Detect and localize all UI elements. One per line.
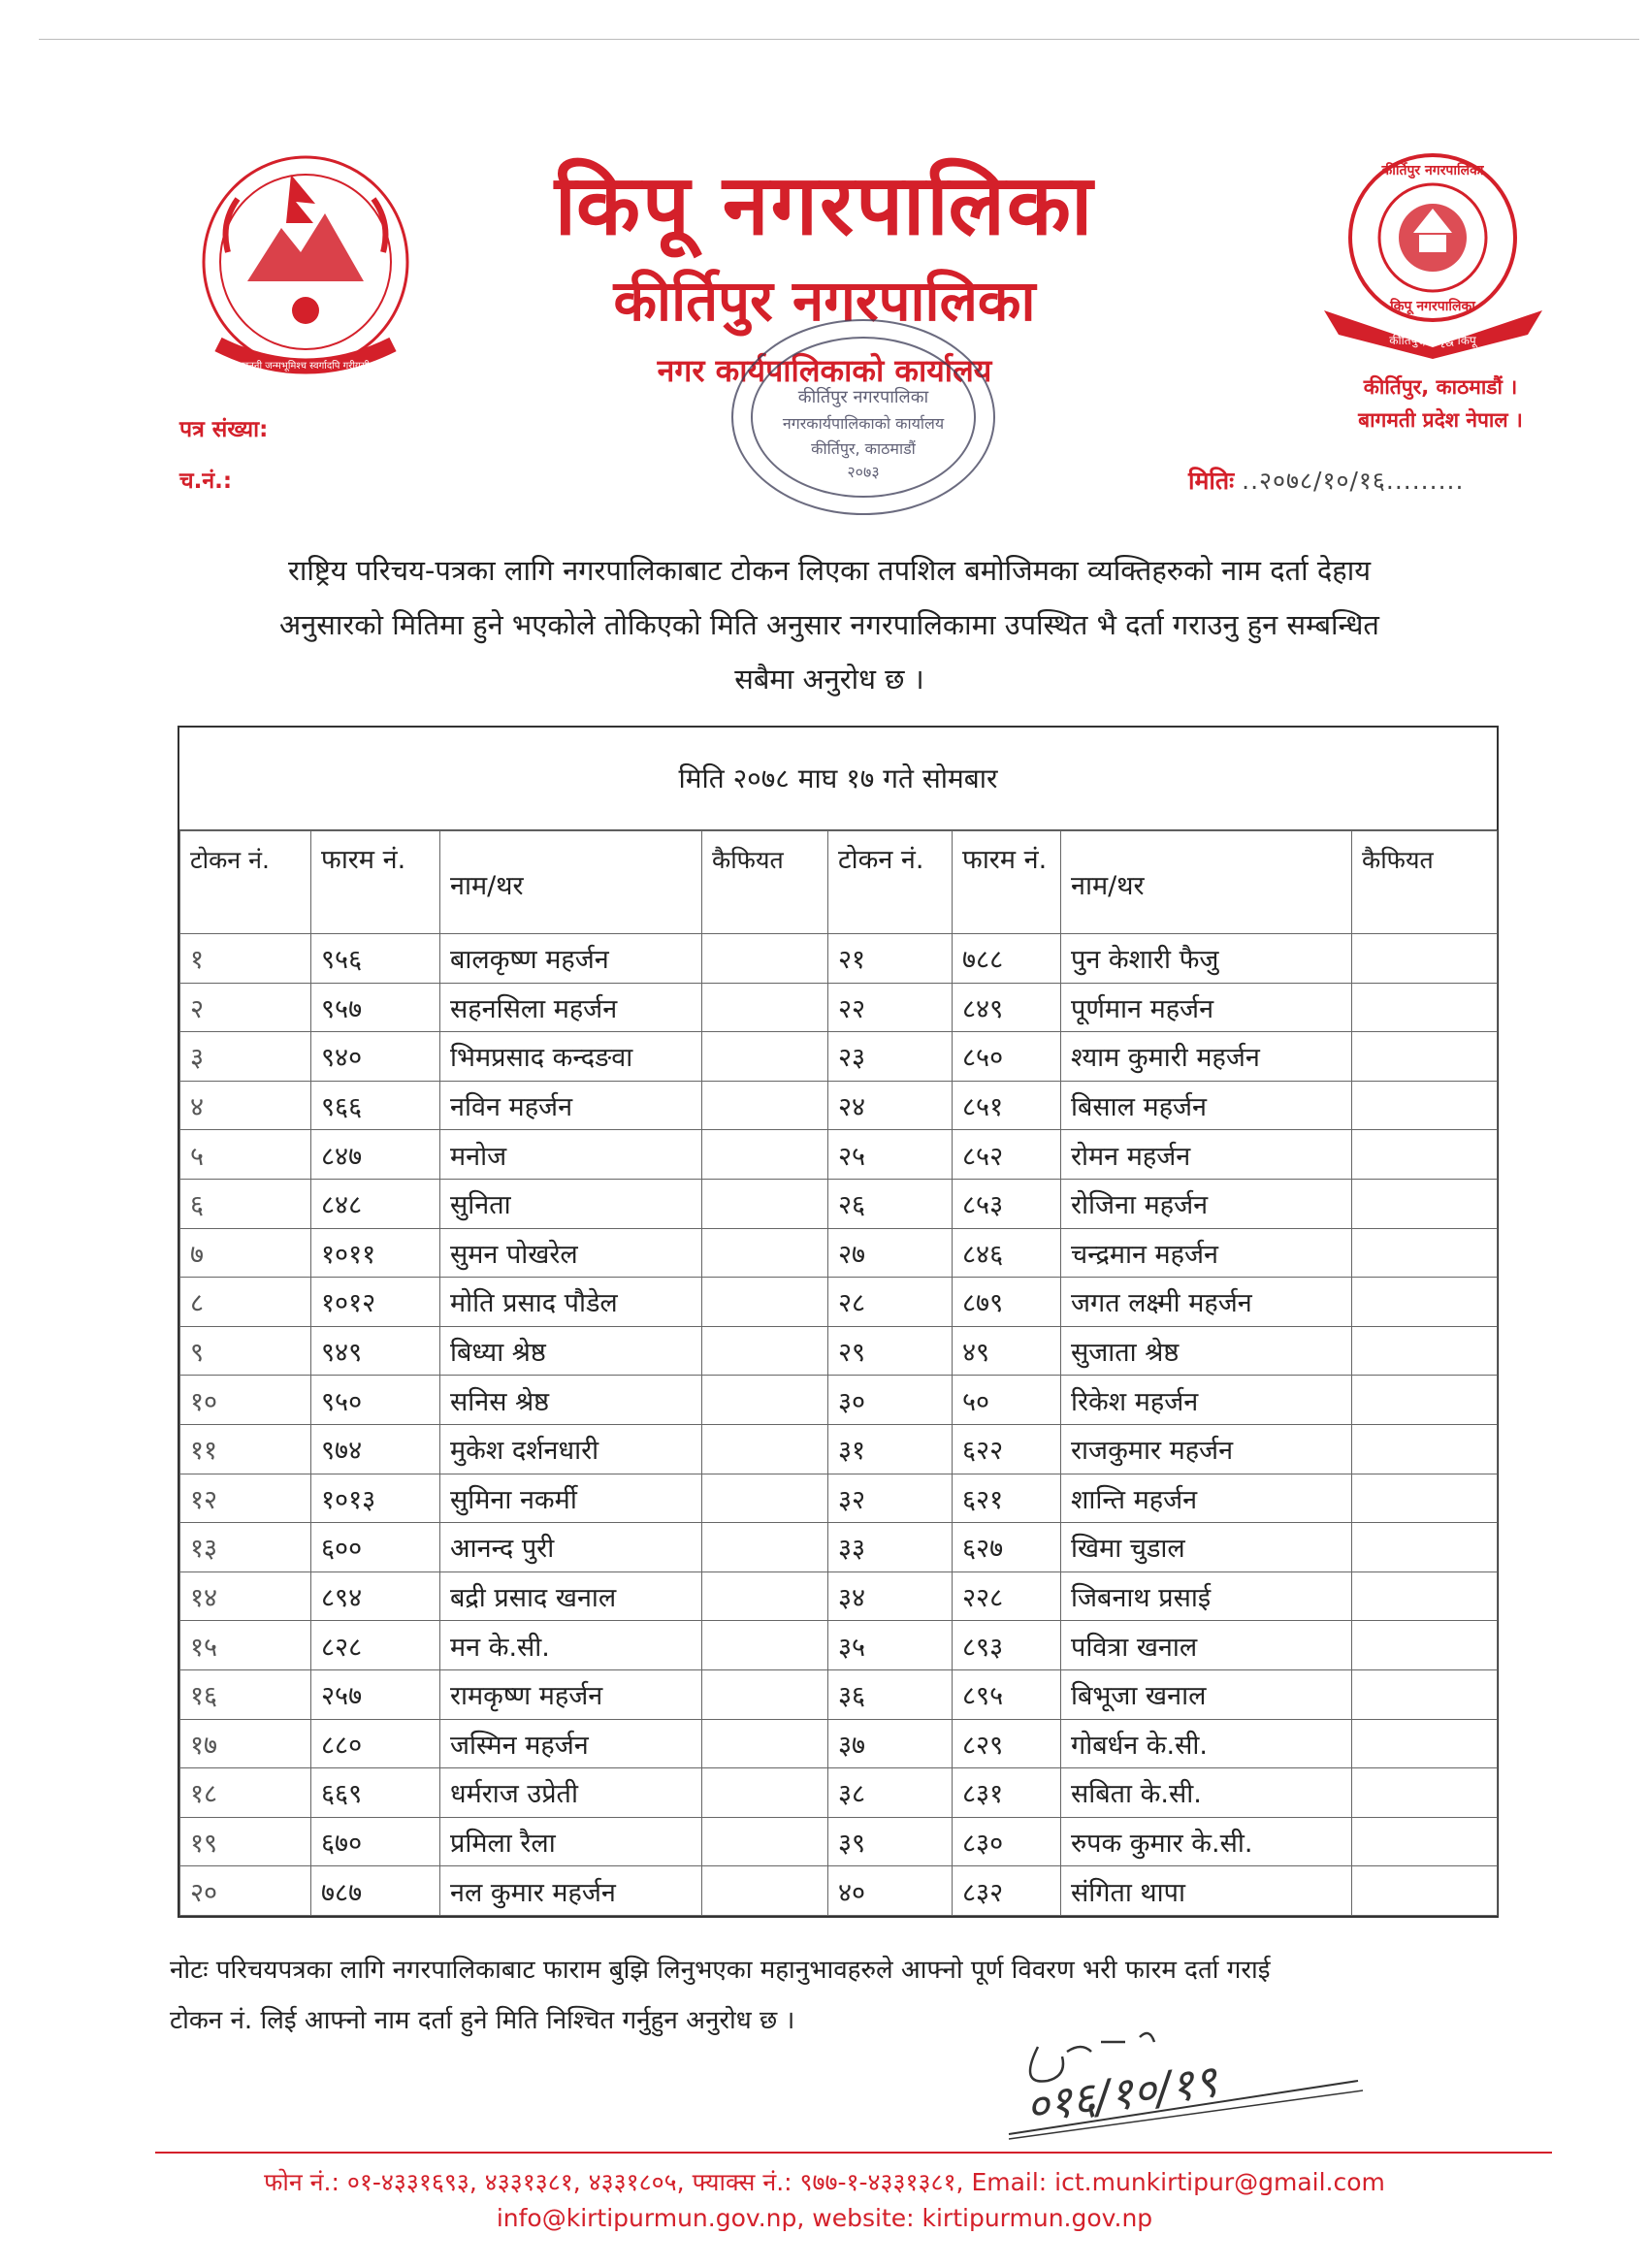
form-cell: ९६६ bbox=[311, 1081, 440, 1130]
token-list bbox=[179, 830, 1498, 1916]
form-cell: १०११ bbox=[311, 1228, 440, 1278]
token-cell: ३ bbox=[180, 1032, 311, 1082]
remarks-cell bbox=[1352, 1571, 1498, 1621]
remarks-cell bbox=[702, 1621, 828, 1670]
remarks-cell bbox=[1352, 1228, 1498, 1278]
remarks-cell bbox=[1352, 1130, 1498, 1180]
table-row bbox=[180, 1326, 1498, 1376]
municipality-name: कीर्तिपुर नगरपालिका bbox=[613, 268, 1036, 334]
token-cell: २२ bbox=[828, 983, 953, 1032]
token-cell: ३४ bbox=[828, 1571, 953, 1621]
remarks-cell bbox=[1352, 1817, 1498, 1866]
token-cell: १ bbox=[180, 934, 311, 984]
form-cell: ६२२ bbox=[953, 1424, 1061, 1474]
name-cell: चन्द्रमान महर्जन bbox=[1061, 1228, 1352, 1278]
remarks-cell bbox=[1352, 1081, 1498, 1130]
table-header-row bbox=[180, 831, 1498, 934]
token-cell: ३९ bbox=[828, 1817, 953, 1866]
form-cell: ७८७ bbox=[311, 1866, 440, 1916]
form-cell: ८५३ bbox=[953, 1179, 1061, 1228]
token-cell: २० bbox=[180, 1866, 311, 1916]
token-cell: १७ bbox=[180, 1719, 311, 1768]
form-cell: ९७४ bbox=[311, 1424, 440, 1474]
remarks-cell bbox=[702, 1326, 828, 1376]
name-cell: पवित्रा खनाल bbox=[1061, 1621, 1352, 1670]
emblem-motto: जननी जन्मभूमिश्च स्वर्गादपि गरीयसी bbox=[241, 361, 371, 372]
office-name: नगर कार्यपालिकाको कार्यालय bbox=[657, 352, 992, 389]
name-cell: पुन केशारी फैजु bbox=[1061, 934, 1352, 984]
token-cell: २८ bbox=[828, 1278, 953, 1327]
remarks-cell bbox=[1352, 1866, 1498, 1916]
table-row bbox=[180, 1719, 1498, 1768]
address-line-2: बागमती प्रदेश नेपाल । bbox=[1358, 408, 1523, 432]
remarks-cell bbox=[702, 1817, 828, 1866]
handwritten-signature bbox=[970, 2018, 1377, 2144]
table-row bbox=[180, 1081, 1498, 1130]
remarks-cell bbox=[1352, 1278, 1498, 1327]
remarks-cell bbox=[702, 1130, 828, 1180]
table-row bbox=[180, 1571, 1498, 1621]
token-cell: ३० bbox=[828, 1376, 953, 1425]
form-cell: ९४० bbox=[311, 1032, 440, 1082]
signature-date: ०१६/१०/१९ bbox=[1022, 2054, 1221, 2133]
remarks-cell bbox=[702, 1081, 828, 1130]
token-cell: ३८ bbox=[828, 1768, 953, 1818]
name-cell: सहनसिला महर्जन bbox=[440, 983, 702, 1032]
remarks-cell bbox=[702, 934, 828, 984]
name-cell: मोति प्रसाद पौडेल bbox=[440, 1278, 702, 1327]
form-cell: ८४८ bbox=[311, 1179, 440, 1228]
token-cell: ४० bbox=[828, 1866, 953, 1916]
name-cell: गोबर्धन के.सी. bbox=[1061, 1719, 1352, 1768]
stamp-year: २०७३ bbox=[847, 463, 880, 481]
name-cell: रुपक कुमार के.सी. bbox=[1061, 1817, 1352, 1866]
token-cell: ६ bbox=[180, 1179, 311, 1228]
form-cell: ९५६ bbox=[311, 934, 440, 984]
form-cell: ८४६ bbox=[953, 1228, 1061, 1278]
form-cell: ८९३ bbox=[953, 1621, 1061, 1670]
name-cell: रोमन महर्जन bbox=[1061, 1130, 1352, 1180]
token-cell: ३५ bbox=[828, 1621, 953, 1670]
remarks-cell bbox=[1352, 983, 1498, 1032]
table-row bbox=[180, 1768, 1498, 1818]
token-cell: २७ bbox=[828, 1228, 953, 1278]
remarks-cell bbox=[702, 1669, 828, 1719]
footer-contact: फोन नं.: ०१-४३३१६९३, ४३३१३८१, ४३३१८०५, फ्याक्स नं.: ९७७-१-४३३१३८१, Email: ict.munkirtipur@gmail.com bbox=[264, 2168, 1385, 2196]
form-cell: ६७० bbox=[311, 1817, 440, 1866]
token-cell: १६ bbox=[180, 1669, 311, 1719]
table-row bbox=[180, 934, 1498, 984]
name-cell: प्रमिला रैला bbox=[440, 1817, 702, 1866]
name-cell: मुकेश दर्शनधारी bbox=[440, 1424, 702, 1474]
form-cell: ८७९ bbox=[953, 1278, 1061, 1327]
logo-bottom-text: किपू नगरपालिका bbox=[1390, 299, 1475, 314]
name-cell: भिमप्रसाद कन्दङवा bbox=[440, 1032, 702, 1082]
table-title: मिति २०७८ माघ १७ गते सोमबार bbox=[179, 728, 1497, 830]
form-cell: ८९५ bbox=[953, 1669, 1061, 1719]
remarks-cell bbox=[702, 1474, 828, 1523]
name-cell: सबिता के.सी. bbox=[1061, 1768, 1352, 1818]
remarks-cell bbox=[1352, 1474, 1498, 1523]
name-cell: जस्मिन महर्जन bbox=[440, 1719, 702, 1768]
name-cell: सुनिता bbox=[440, 1179, 702, 1228]
table-row bbox=[180, 1817, 1498, 1866]
table-row bbox=[180, 1523, 1498, 1572]
footer-rule bbox=[155, 2152, 1552, 2154]
remarks-cell bbox=[1352, 934, 1498, 984]
name-cell: बद्री प्रसाद खनाल bbox=[440, 1571, 702, 1621]
name-cell: सुजाता श्रेष्ठ bbox=[1061, 1326, 1352, 1376]
table-row bbox=[180, 1866, 1498, 1916]
form-cell: २५७ bbox=[311, 1669, 440, 1719]
form-cell: ८४७ bbox=[311, 1130, 440, 1180]
name-cell: जगत लक्ष्मी महर्जन bbox=[1061, 1278, 1352, 1327]
remarks-cell bbox=[1352, 1669, 1498, 1719]
name-cell: बिध्या श्रेष्ठ bbox=[440, 1326, 702, 1376]
header-token: टोकन नं. bbox=[828, 831, 953, 934]
intro-line-3: सबैमा अनुरोध छ । bbox=[734, 663, 924, 696]
token-cell: २५ bbox=[828, 1130, 953, 1180]
remarks-cell bbox=[1352, 1326, 1498, 1376]
token-cell: १२ bbox=[180, 1474, 311, 1523]
note-line-1: नोटः परिचयपत्रका लागि नगरपालिकाबाट फाराम बुझि लिनुभएका महानुभावहरुले आफ्नो पूर्ण विवरण भरी फारम दर्ता गराई bbox=[170, 1956, 1271, 1985]
token-table bbox=[178, 726, 1499, 1918]
form-cell: ८३० bbox=[953, 1817, 1061, 1866]
remarks-cell bbox=[702, 1228, 828, 1278]
table-row bbox=[180, 1130, 1498, 1180]
table-row bbox=[180, 1424, 1498, 1474]
token-cell: ५ bbox=[180, 1130, 311, 1180]
header-form: फारम नं. bbox=[311, 831, 440, 934]
form-cell: ८२९ bbox=[953, 1719, 1061, 1768]
token-cell: ४ bbox=[180, 1081, 311, 1130]
token-cell: १० bbox=[180, 1376, 311, 1425]
token-cell: २४ bbox=[828, 1081, 953, 1130]
remarks-cell bbox=[1352, 1768, 1498, 1818]
form-cell: १०१३ bbox=[311, 1474, 440, 1523]
name-cell: राजकुमार महर्जन bbox=[1061, 1424, 1352, 1474]
name-cell: रिकेश महर्जन bbox=[1061, 1376, 1352, 1425]
form-cell: ८४९ bbox=[953, 983, 1061, 1032]
remarks-cell bbox=[702, 1424, 828, 1474]
name-cell: सनिस श्रेष्ठ bbox=[440, 1376, 702, 1425]
form-cell: ५० bbox=[953, 1376, 1061, 1425]
date-label: मितिः bbox=[1188, 467, 1235, 495]
stamp-line-2: नगरकार्यपालिकाको कार्यालय bbox=[782, 414, 945, 433]
remarks-cell bbox=[702, 1719, 828, 1768]
table-row bbox=[180, 1669, 1498, 1719]
form-cell: ६२७ bbox=[953, 1523, 1061, 1572]
remarks-cell bbox=[702, 983, 828, 1032]
name-cell: बिसाल महर्जन bbox=[1061, 1081, 1352, 1130]
name-cell: आनन्द पुरी bbox=[440, 1523, 702, 1572]
token-cell: ३२ bbox=[828, 1474, 953, 1523]
token-cell: १८ bbox=[180, 1768, 311, 1818]
newari-title: किपू नगरपालिका bbox=[554, 156, 1095, 254]
form-cell: १०१२ bbox=[311, 1278, 440, 1327]
form-cell: ८३२ bbox=[953, 1866, 1061, 1916]
remarks-cell bbox=[1352, 1621, 1498, 1670]
form-cell: ८५० bbox=[953, 1032, 1061, 1082]
header-form: फारम नं. bbox=[953, 831, 1061, 934]
token-cell: १५ bbox=[180, 1621, 311, 1670]
name-cell: श्याम कुमारी महर्जन bbox=[1061, 1032, 1352, 1082]
token-cell: २६ bbox=[828, 1179, 953, 1228]
intro-paragraph bbox=[155, 543, 1504, 706]
remarks-cell bbox=[1352, 1523, 1498, 1572]
header-remarks: कैफियत bbox=[1352, 831, 1498, 934]
office-stamp bbox=[723, 310, 1004, 534]
remarks-cell bbox=[702, 1376, 828, 1425]
remarks-cell bbox=[702, 1866, 828, 1916]
header-token: टोकन नं. bbox=[180, 831, 311, 934]
intro-line-1: राष्ट्रिय परिचय-पत्रका लागि नगरपालिकाबाट टोकन लिएका तपशिल बमोजिमका व्यक्तिहरुको नाम दर्ता देहाय bbox=[287, 554, 1372, 587]
remarks-cell bbox=[702, 1032, 828, 1082]
token-cell: २१ bbox=[828, 934, 953, 984]
table-row bbox=[180, 1376, 1498, 1425]
address-line-1: कीर्तिपुर, काठमाडौं । bbox=[1363, 375, 1518, 399]
name-cell: जिबनाथ प्रसाई bbox=[1061, 1571, 1352, 1621]
name-cell: बिभूजा खनाल bbox=[1061, 1669, 1352, 1719]
form-cell: ८५१ bbox=[953, 1081, 1061, 1130]
name-cell: धर्मराज उप्रेती bbox=[440, 1768, 702, 1818]
form-cell: ८२८ bbox=[311, 1621, 440, 1670]
header-name: नाम/थर bbox=[440, 831, 702, 934]
token-cell: १९ bbox=[180, 1817, 311, 1866]
name-cell: सुमन पोखरेल bbox=[440, 1228, 702, 1278]
remarks-cell bbox=[702, 1179, 828, 1228]
token-cell: ७ bbox=[180, 1228, 311, 1278]
token-cell: २ bbox=[180, 983, 311, 1032]
form-cell: ६०० bbox=[311, 1523, 440, 1572]
form-cell: ९५७ bbox=[311, 983, 440, 1032]
token-cell: २९ bbox=[828, 1326, 953, 1376]
logo-banner-text: कीर्तिपुर, समृद्ध किपू bbox=[1389, 334, 1476, 347]
table-row bbox=[180, 1278, 1498, 1327]
table-row bbox=[180, 1621, 1498, 1670]
name-cell: मनोज bbox=[440, 1130, 702, 1180]
remarks-cell bbox=[1352, 1179, 1498, 1228]
table-row bbox=[180, 1474, 1498, 1523]
remarks-cell bbox=[702, 1768, 828, 1818]
name-cell: सुमिना नकर्मी bbox=[440, 1474, 702, 1523]
patra-sankhya-label: पत्र संख्या: bbox=[179, 417, 269, 442]
remarks-cell bbox=[1352, 1032, 1498, 1082]
header-remarks: कैफियत bbox=[702, 831, 828, 934]
table-row bbox=[180, 1179, 1498, 1228]
form-cell: ८८० bbox=[311, 1719, 440, 1768]
remarks-cell bbox=[702, 1571, 828, 1621]
stamp-line-3: कीर्तिपुर, काठमाडौं bbox=[811, 439, 916, 458]
token-cell: ८ bbox=[180, 1278, 311, 1327]
name-cell: बालकृष्ण महर्जन bbox=[440, 934, 702, 984]
token-cell: ३३ bbox=[828, 1523, 953, 1572]
remarks-cell bbox=[702, 1278, 828, 1327]
form-cell: ६६९ bbox=[311, 1768, 440, 1818]
token-cell: ९ bbox=[180, 1326, 311, 1376]
chalani-number-label: च.नं.: bbox=[179, 469, 233, 494]
note-line-2: टोकन नं. लिई आफ्नो नाम दर्ता हुने मिति निश्चित गर्नुहुन अनुरोध छ । bbox=[170, 2006, 795, 2035]
remarks-cell bbox=[1352, 1719, 1498, 1768]
form-cell: ६२१ bbox=[953, 1474, 1061, 1523]
token-cell: ३७ bbox=[828, 1719, 953, 1768]
token-cell: २३ bbox=[828, 1032, 953, 1082]
name-cell: शान्ति महर्जन bbox=[1061, 1474, 1352, 1523]
remarks-cell bbox=[1352, 1424, 1498, 1474]
name-cell: मन के.सी. bbox=[440, 1621, 702, 1670]
form-cell: ७८८ bbox=[953, 934, 1061, 984]
token-cell: ११ bbox=[180, 1424, 311, 1474]
form-cell: ४९ bbox=[953, 1326, 1061, 1376]
token-cell: ३६ bbox=[828, 1669, 953, 1719]
table-row bbox=[180, 1032, 1498, 1082]
form-cell: ९५० bbox=[311, 1376, 440, 1425]
name-cell: नविन महर्जन bbox=[440, 1081, 702, 1130]
name-cell: रामकृष्ण महर्जन bbox=[440, 1669, 702, 1719]
form-cell: ८९४ bbox=[311, 1571, 440, 1621]
form-cell: २२८ bbox=[953, 1571, 1061, 1621]
remarks-cell bbox=[702, 1523, 828, 1572]
logo-top-text: कीर्तिपुर नगरपालिका bbox=[1381, 163, 1484, 178]
name-cell: पूर्णमान महर्जन bbox=[1061, 983, 1352, 1032]
header-name: नाम/थर bbox=[1061, 831, 1352, 934]
name-cell: खिमा चुडाल bbox=[1061, 1523, 1352, 1572]
form-cell: ८३१ bbox=[953, 1768, 1061, 1818]
letter-date bbox=[1188, 464, 1464, 497]
table-row bbox=[180, 1228, 1498, 1278]
name-cell: नल कुमार महर्जन bbox=[440, 1866, 702, 1916]
footer-web: info@kirtipurmun.gov.np, website: kirtipurmun.gov.np bbox=[496, 2204, 1153, 2232]
stamp-line-1: कीर्तिपुर नगरपालिका bbox=[797, 387, 929, 407]
remarks-cell bbox=[1352, 1376, 1498, 1425]
token-cell: १४ bbox=[180, 1571, 311, 1621]
table-row bbox=[180, 983, 1498, 1032]
form-cell: ८५२ bbox=[953, 1130, 1061, 1180]
form-cell: ९४९ bbox=[311, 1326, 440, 1376]
top-border-line bbox=[39, 39, 1639, 40]
name-cell: रोजिना महर्जन bbox=[1061, 1179, 1352, 1228]
intro-line-2: अनुसारको मितिमा हुने भएकोले तोकिएको मिति अनुसार नगरपालिकामा उपस्थित भै दर्ता गराउनु हुन सम्बन्धित bbox=[279, 608, 1379, 641]
address-block bbox=[1314, 371, 1567, 437]
token-cell: १३ bbox=[180, 1523, 311, 1572]
name-cell: संगिता थापा bbox=[1061, 1866, 1352, 1916]
token-cell: ३१ bbox=[828, 1424, 953, 1474]
date-value: ..२०७८/१०/१६......... bbox=[1242, 467, 1465, 495]
